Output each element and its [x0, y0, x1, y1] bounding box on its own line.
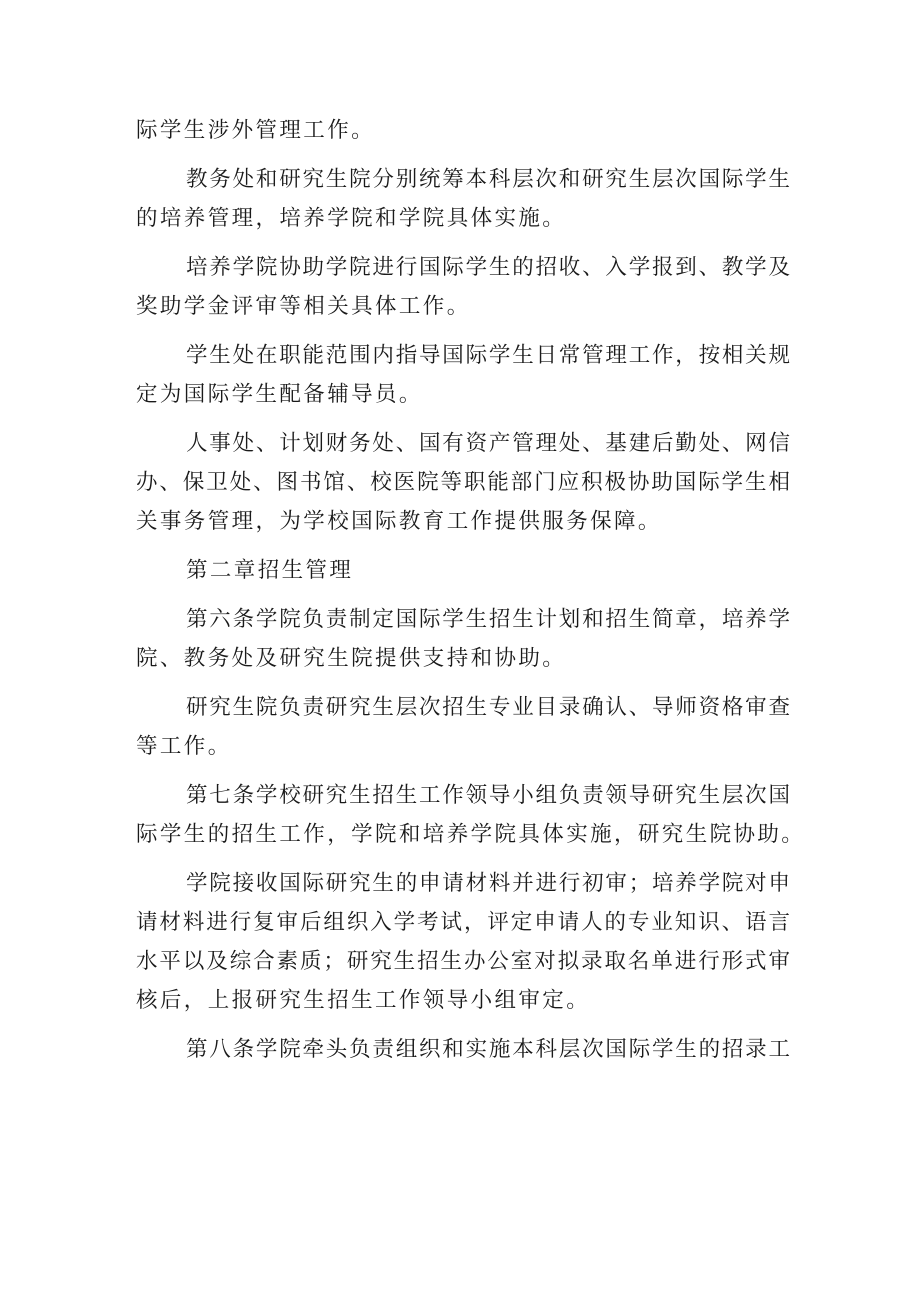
- document-body: [136, 111, 806, 1069]
- text-line: 奖助学金评审等相关具体工作。: [136, 294, 471, 319]
- text-line: 际学生涉外管理工作。: [136, 118, 376, 143]
- paragraph-2: [136, 160, 790, 238]
- text-line: 培养学院协助学院进行国际学生的招收、入学报到、教学及: [186, 255, 790, 280]
- paragraph-article-8: [136, 1030, 790, 1069]
- text-line: 际学生的招生工作，学院和培养学院具体实施，研究生院协助。: [136, 822, 806, 847]
- paragraph-4: [136, 336, 790, 414]
- chapter-heading: [136, 551, 790, 590]
- text-line: 第六条学院负责制定国际学生招生计划和招生简章，培养学: [186, 607, 790, 632]
- text-line: 第八条学院牵头负责组织和实施本科层次国际学生的招录工: [186, 1037, 790, 1062]
- text-line: 第二章招生管理: [186, 558, 354, 583]
- paragraph-application: [136, 864, 790, 1020]
- text-line: 第七条学校研究生招生工作领导小组负责领导研究生层次国: [186, 783, 790, 808]
- text-line: 办、保卫处、图书馆、校医院等职能部门应积极协助国际学生相: [136, 470, 790, 495]
- paragraph-article-7: [136, 776, 806, 854]
- text-line: 教务处和研究生院分别统筹本科层次和研究生层次国际学生: [186, 167, 790, 192]
- paragraph-article-6: [136, 600, 790, 678]
- text-line: 人事处、计划财务处、国有资产管理处、基建后勤处、网信: [186, 431, 790, 456]
- text-line: 定为国际学生配备辅导员。: [136, 382, 423, 407]
- paragraph-grad-school: [136, 688, 790, 766]
- text-line: 研究生院负责研究生层次招生专业目录确认、导师资格审查: [186, 695, 790, 720]
- text-line: 等工作。: [136, 734, 232, 759]
- text-line: 学院接收国际研究生的申请材料并进行初审；培养学院对申: [186, 871, 790, 896]
- text-line: 核后，上报研究生招生工作领导小组审定。: [136, 988, 591, 1013]
- paragraph-1: [136, 111, 790, 150]
- paragraph-3: [136, 248, 790, 326]
- text-line: 院、教务处及研究生院提供支持和协助。: [136, 646, 567, 671]
- text-line: 请材料进行复审后组织入学考试，评定申请人的专业知识、语言: [136, 910, 790, 935]
- text-line: 学生处在职能范围内指导国际学生日常管理工作，按相关规: [186, 343, 790, 368]
- text-line: 的培养管理，培养学院和学院具体实施。: [136, 206, 567, 231]
- text-line: 水平以及综合素质；研究生招生办公室对拟录取名单进行形式审: [136, 949, 790, 974]
- text-line: 关事务管理，为学校国际教育工作提供服务保障。: [136, 509, 662, 534]
- paragraph-5: [136, 424, 790, 541]
